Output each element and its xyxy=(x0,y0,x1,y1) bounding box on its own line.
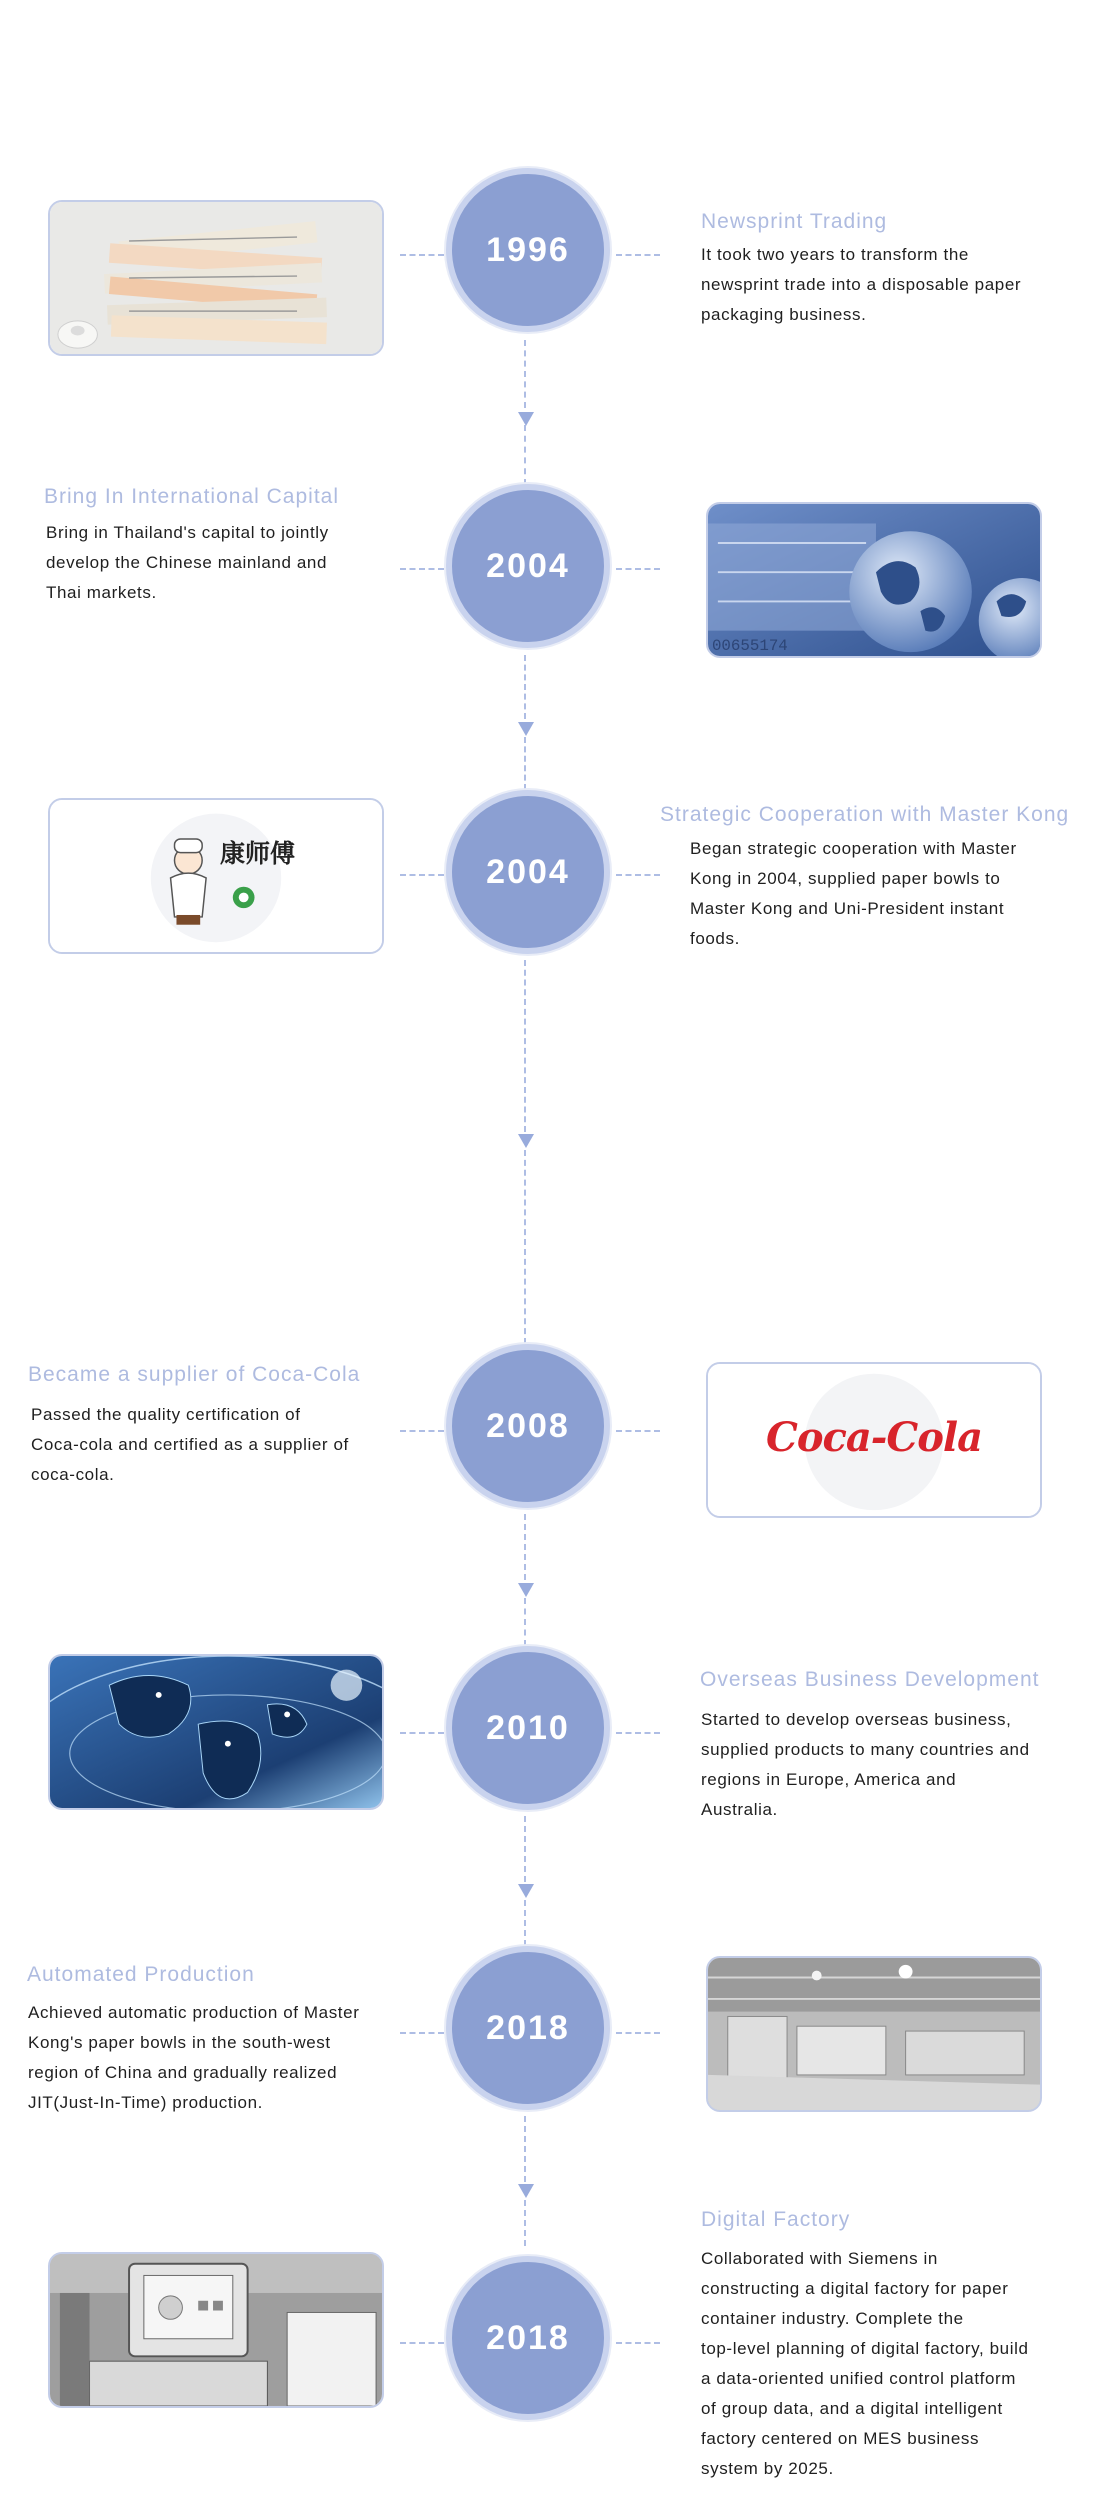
year-circle: 1996 xyxy=(446,168,610,332)
timeline-branch xyxy=(616,874,660,876)
milestone-image-coca-cola-logo xyxy=(706,1362,1042,1518)
milestone-description: Started to develop overseas business, supplied products to many countries and regions in Europe, America and Australia. xyxy=(701,1710,1030,1819)
year-circle: 2004 xyxy=(446,790,610,954)
timeline-connector xyxy=(524,1900,526,1946)
timeline-connector xyxy=(524,1816,526,1882)
timeline-connector xyxy=(524,737,526,790)
milestone-description: Bring in Thailand's capital to jointly develop the Chinese mainland and Thai markets. xyxy=(46,523,329,602)
milestone-image-factory-floor xyxy=(706,1956,1042,2112)
timeline-connector xyxy=(524,960,526,1132)
timeline-branch xyxy=(400,874,444,876)
milestone-image-machine-terminal xyxy=(48,2252,384,2408)
milestone-title: Digital Factory xyxy=(701,2208,851,2231)
milestone-description: It took two years to transform the newsprint trade into a disposable paper packaging business. xyxy=(701,245,1022,324)
timeline-connector xyxy=(524,2116,526,2182)
timeline-branch xyxy=(400,1430,444,1432)
milestone-image-newspaper xyxy=(48,200,384,356)
year-circle: 2018 xyxy=(446,1946,610,2110)
milestone-description: Passed the quality certification of Coca-cola and certified as a supplier of coca-cola. xyxy=(31,1405,349,1484)
timeline-branch xyxy=(400,2342,444,2344)
timeline-branch xyxy=(616,2342,660,2344)
arrow-down-icon xyxy=(518,412,534,426)
timeline-branch xyxy=(616,2032,660,2034)
milestone-title: Strategic Cooperation with Master Kong xyxy=(660,803,1070,826)
milestone-image-globe-finance xyxy=(706,502,1042,658)
year-circle: 2008 xyxy=(446,1344,610,1508)
milestone-description: Began strategic cooperation with Master Kong in 2004, supplied paper bowls to Master Kong and Uni-President instant foods. xyxy=(690,839,1017,948)
milestone-image-world-network xyxy=(48,1654,384,1810)
milestone-image-master-kong-logo xyxy=(48,798,384,954)
milestone-title: Bring In International Capital xyxy=(44,485,339,508)
master-kong-logo-text: 康师傅 xyxy=(220,839,296,868)
timeline-branch xyxy=(616,1430,660,1432)
timeline-branch xyxy=(400,1732,444,1734)
arrow-down-icon xyxy=(518,1134,534,1148)
milestone-title: Overseas Business Development xyxy=(700,1668,1040,1691)
year-circle: 2018 xyxy=(446,2256,610,2420)
timeline-branch xyxy=(616,254,660,256)
svg-text:00655174: 00655174 xyxy=(711,637,788,656)
timeline-branch xyxy=(400,254,444,256)
milestone-description: Achieved automatic production of Master Kong's paper bowls in the south-west region of China and gradually realized JIT(Just-In-Time) production. xyxy=(28,2003,360,2112)
arrow-down-icon xyxy=(518,1884,534,1898)
year-circle: 2010 xyxy=(446,1646,610,1810)
timeline-connector xyxy=(524,655,526,719)
timeline-connector xyxy=(524,425,526,485)
timeline-branch xyxy=(400,2032,444,2034)
timeline-branch xyxy=(400,568,444,570)
timeline-connector xyxy=(524,2200,526,2246)
milestone-title: Became a supplier of Coca-Cola xyxy=(28,1363,361,1386)
timeline-branch xyxy=(616,1732,660,1734)
timeline-branch xyxy=(616,568,660,570)
arrow-down-icon xyxy=(518,2184,534,2198)
timeline-connector xyxy=(524,1598,526,1646)
timeline-connector xyxy=(524,340,526,408)
timeline-connector xyxy=(524,1514,526,1580)
milestone-title: Newsprint Trading xyxy=(701,210,888,233)
arrow-down-icon xyxy=(518,1583,534,1597)
milestone-description: Collaborated with Siemens in constructing a digital factory for paper container industry. Complete the top-level planning of digital factory, build a data-oriented unified control platform of group data, and a digital intelligent factory centered on MES business system by 2025. xyxy=(701,2249,1029,2478)
coca-cola-logo-text: Coca-Cola xyxy=(765,1414,983,1461)
year-circle: 2004 xyxy=(446,484,610,648)
timeline-connector xyxy=(524,1150,526,1344)
arrow-down-icon xyxy=(518,722,534,736)
milestone-title: Automated Production xyxy=(27,1963,255,1986)
